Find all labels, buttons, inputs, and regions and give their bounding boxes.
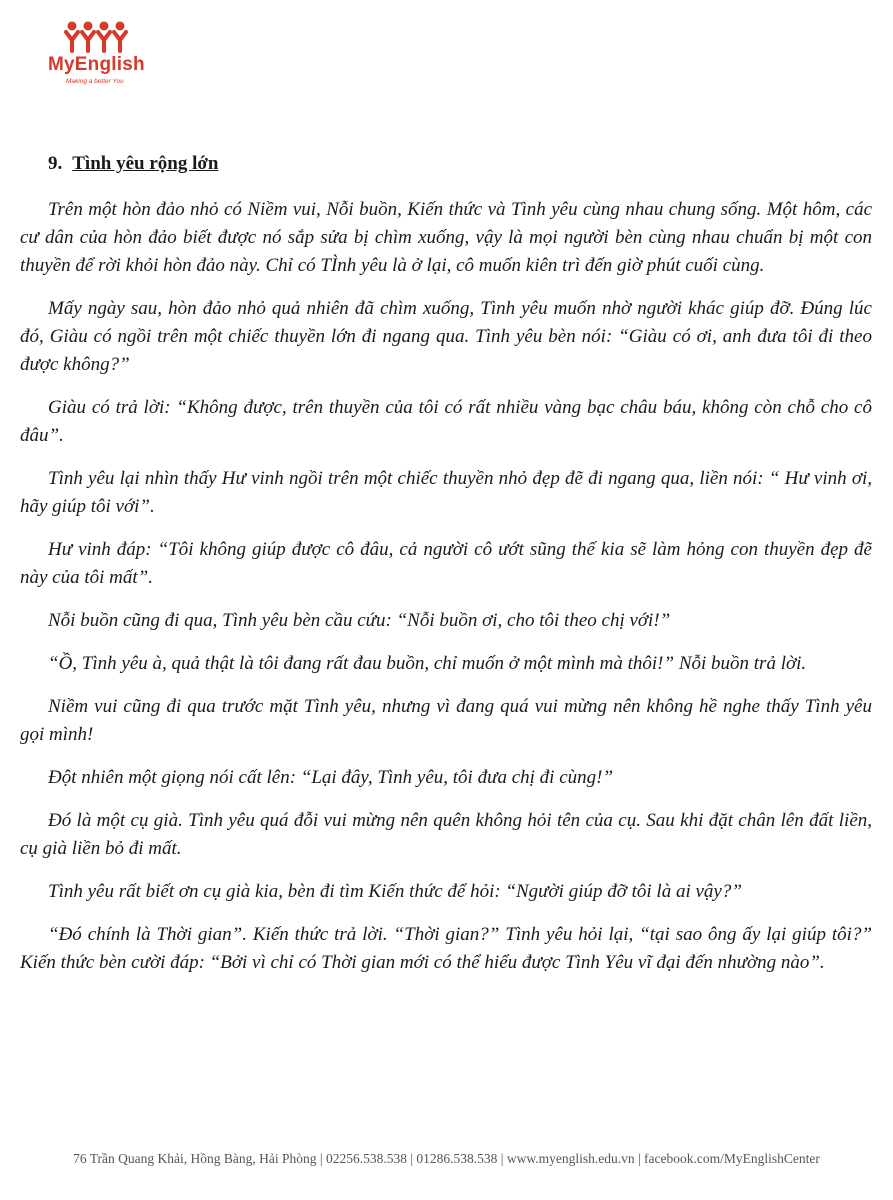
paragraph: “Đó chính là Thời gian”. Kiến thức trả lời. “Thời gian?” Tình yêu hỏi lại, “tại sao ông ấy lại giúp tôi?” Kiến thức bèn cười đáp: “Bởi vì chỉ có Thời gian mới có thể hiểu được Tình Yêu vĩ đại đến nhường nào”. bbox=[20, 924, 872, 973]
paragraph: Trên một hòn đảo nhỏ có Niềm vui, Nỗi buồn, Kiến thức và Tình yêu cùng nhau chung sống. Một hôm, các cư dân của hòn đảo biết được nó sắp sửa bị chìm xuống, vậy là mọi người bèn cùng nhau chuẩn bị một con thuyền để rời khỏi hòn đảo này. Chỉ có TÌnh yêu là ở lại, cô muốn kiên trì đến giờ phút cuối cùng. bbox=[20, 199, 872, 276]
section-number: 9. bbox=[48, 153, 63, 174]
paragraph: Đó là một cụ già. Tình yêu quá đỗi vui mừng nên quên không hỏi tên của cụ. Sau khi đặt chân lên đất liền, cụ già liền bỏ đi mất. bbox=[20, 810, 872, 859]
paragraph: Đột nhiên một giọng nói cất lên: “Lại đây, Tình yêu, tôi đưa chị đi cùng!” bbox=[48, 767, 614, 788]
section-title: Tình yêu rộng lớn bbox=[72, 153, 219, 174]
paragraph: “Ồ, Tình yêu à, quả thật là tôi đang rất đau buồn, chỉ muốn ở một mình mà thôi!” Nỗi buồn trả lời. bbox=[48, 653, 807, 674]
paragraph: Hư vinh đáp: “Tôi không giúp được cô đâu, cả người cô ướt sũng thế kia sẽ làm hỏng con thuyền đẹp đẽ này của tôi mất”. bbox=[20, 539, 872, 588]
paragraph: Mấy ngày sau, hòn đảo nhỏ quả nhiên đã chìm xuống, Tình yêu muốn nhờ người khác giúp đỡ. Đúng lúc đó, Giàu có ngồi trên một chiếc thuyền lớn đi ngang qua. Tình yêu bèn nói: “Giàu có ơi, anh đưa tôi đi theo được không?” bbox=[20, 298, 872, 375]
page-footer: 76 Trần Quang Khải, Hồng Bàng, Hải Phòng | 02256.538.538 | 01286.538.538 | www.myenglish.edu.vn | facebook.com/MyEnglishCenter bbox=[73, 1151, 820, 1166]
paragraph: Tình yêu rất biết ơn cụ già kia, bèn đi tìm Kiến thức để hỏi: “Người giúp đỡ tôi là ai vậy?” bbox=[48, 881, 742, 902]
logo-wordmark: MyEnglish bbox=[48, 54, 145, 75]
logo-tagline: Making a better You bbox=[66, 78, 124, 85]
paragraph: Niềm vui cũng đi qua trước mặt Tình yêu, nhưng vì đang quá vui mừng nên không hề nghe thấy Tình yêu gọi mình! bbox=[20, 696, 872, 745]
paragraph: Nỗi buồn cũng đi qua, Tình yêu bèn cầu cứu: “Nỗi buồn ơi, cho tôi theo chị với!” bbox=[48, 610, 671, 631]
paragraph: Giàu có trả lời: “Không được, trên thuyền của tôi có rất nhiều vàng bạc châu báu, không còn chỗ cho cô đâu”. bbox=[20, 397, 872, 446]
section-heading bbox=[48, 153, 218, 175]
paragraph: Tình yêu lại nhìn thấy Hư vinh ngồi trên một chiếc thuyền nhỏ đẹp đẽ đi ngang qua, liền nói: “ Hư vinh ơi, hãy giúp tôi với”. bbox=[20, 468, 872, 517]
brand-logo bbox=[44, 20, 154, 92]
story-body bbox=[20, 196, 872, 992]
people-logo-icon bbox=[64, 20, 128, 54]
